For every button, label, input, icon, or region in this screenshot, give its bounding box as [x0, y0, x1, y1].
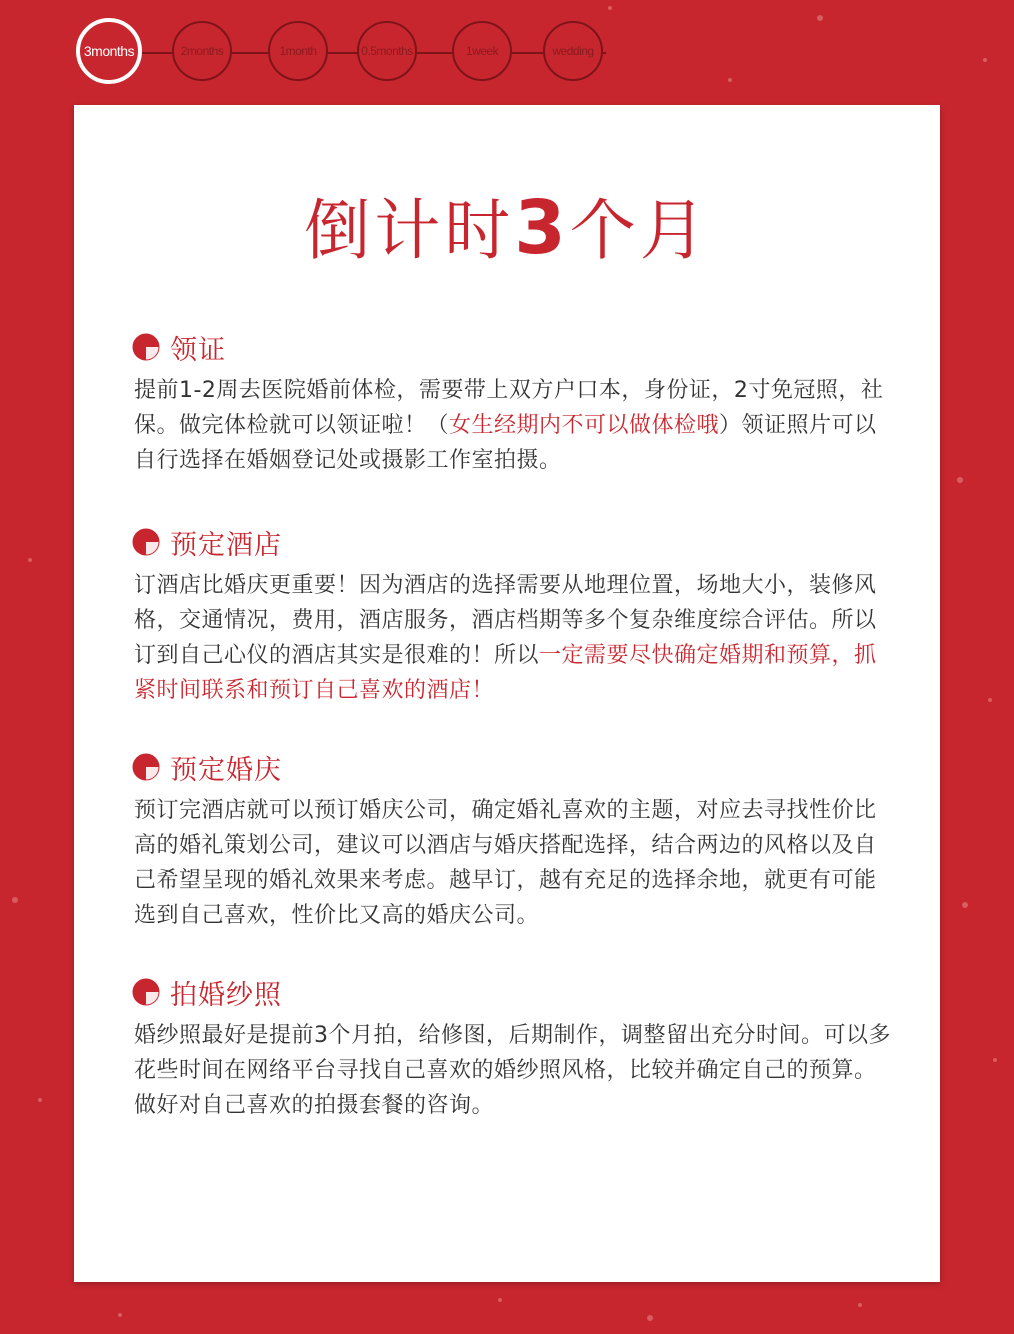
section-body [134, 373, 892, 478]
section-wedding-photos [132, 972, 892, 1123]
title-number: 3 [514, 185, 570, 271]
timeline-step-0-5months[interactable]: 0.5months [357, 21, 417, 81]
section-book-hotel [132, 522, 892, 708]
section-header [132, 327, 892, 367]
page-title [74, 177, 940, 272]
highlight-text: 一定需要尽快确定婚期和预算，抓紧时间联系和预订自己喜欢的酒店！ [134, 643, 877, 703]
section-title: 预定酒店 [170, 529, 282, 561]
timeline [76, 18, 616, 88]
section-body [134, 568, 892, 708]
section-header [132, 972, 892, 1012]
section-title: 领证 [170, 334, 226, 366]
section-header [132, 747, 892, 787]
bullet-icon [132, 753, 160, 781]
section-body: 婚纱照最好是提前3个月拍，给修图，后期制作，调整留出充分时间。可以多花些时间在网络平台寻找自己喜欢的婚纱照风格，比较并确定自己的预算。做好对自己喜欢的拍摄套餐的咨询。 [134, 1023, 891, 1118]
title-suffix: 个月 [569, 192, 710, 269]
highlight-text: 女生经期内不可以做体检哦 [449, 413, 720, 438]
body-text-after: ）领证照片可以自行选择在婚姻登记处或摄影工作室拍摄。 [134, 413, 877, 473]
section-title: 拍婚纱照 [170, 979, 282, 1011]
timeline-step-2months[interactable]: 2months [172, 21, 232, 81]
body-text: 订酒店比婚庆更重要！因为酒店的选择需要从地理位置，场地大小，装修风格，交通情况，费用，酒店服务，酒店档期等多个复杂维度综合评估。所以订到自己心仪的酒店其实是很难的！所以 [134, 573, 877, 668]
title-prefix: 倒计时 [304, 192, 515, 269]
section-body: 预订完酒店就可以预订婚庆公司，确定婚礼喜欢的主题，对应去寻找性价比高的婚礼策划公司，建议可以酒店与婚庆搭配选择，结合两边的风格以及自己希望呈现的婚礼效果来考虑。越早订，越有充足的选择余地，就更有可能选到自己喜欢，性价比又高的婚庆公司。 [134, 798, 877, 928]
timeline-step-3months[interactable]: 3months [76, 18, 142, 84]
timeline-step-1week[interactable]: 1week [452, 21, 512, 81]
section-marriage-license [132, 327, 892, 478]
section-title: 预定婚庆 [170, 754, 282, 786]
bullet-icon [132, 333, 160, 361]
body-text: 提前1-2周去医院婚前体检，需要带上双方户口本，身份证，2寸免冠照，社保。做完体检就可以领证啦！（ [134, 378, 884, 438]
bullet-icon [132, 978, 160, 1006]
section-book-wedding-planner [132, 747, 892, 933]
content-card [74, 105, 940, 1282]
section-header [132, 522, 892, 562]
timeline-step-1month[interactable]: 1month [268, 21, 328, 81]
timeline-step-wedding[interactable]: wedding [543, 21, 603, 81]
bullet-icon [132, 528, 160, 556]
